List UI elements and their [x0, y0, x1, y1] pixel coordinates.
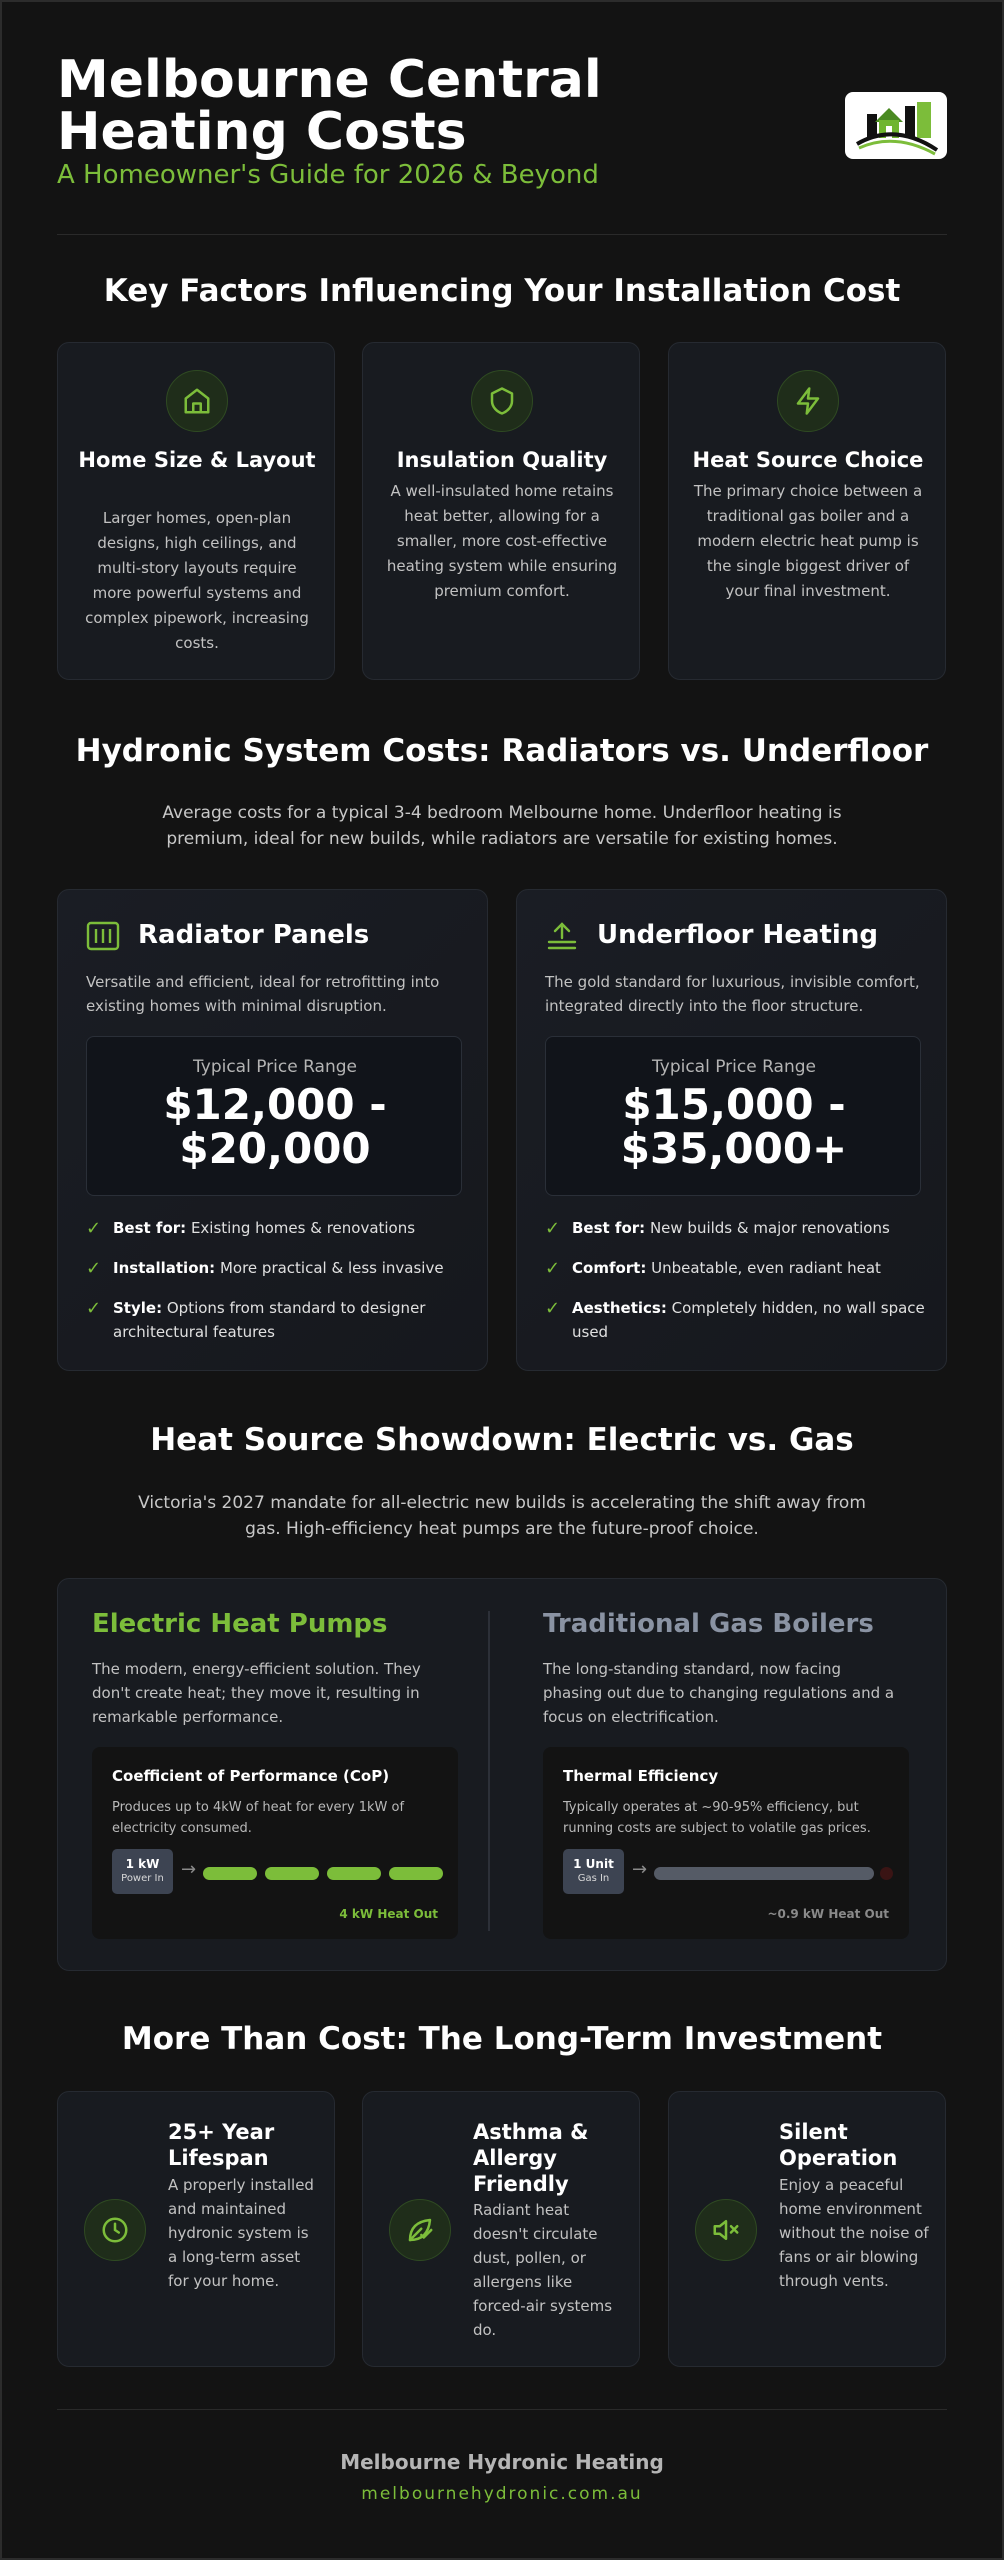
benefit-card-lifespan [57, 2091, 335, 2367]
clock-icon [84, 2199, 146, 2261]
benefit-text: Radiant heat doesn't circulate dust, pollen, or allergens like forced-air systems do. [473, 2201, 613, 2339]
factor-card-home-size [57, 342, 335, 680]
chip-label: Gas In [577, 1873, 610, 1884]
gas-in-chip [563, 1849, 624, 1894]
price-line: $35,000+ [620, 1124, 848, 1173]
benefit-title: Asthma & Allergy Friendly [473, 2120, 589, 2196]
price-box [545, 1036, 921, 1196]
column-divider [488, 1611, 490, 1931]
radiator-icon [86, 920, 120, 956]
factor-text: A well-insulated home retains heat better, allowing for a smaller, more cost-effective heating system while ensuring premium comfort. [386, 482, 618, 600]
showdown-heading: Heat Source Showdown: Electric vs. Gas [150, 1422, 854, 1458]
mute-speaker-icon [695, 2199, 757, 2261]
factor-card-insulation [362, 342, 640, 680]
benefit-title: 25+ Year Lifespan [168, 2120, 275, 2170]
price-label: Typical Price Range [652, 1057, 816, 1077]
bullet-text: Existing homes & renovations [190, 1219, 416, 1237]
page-subtitle: A Homeowner's Guide for 2026 & Beyond [57, 160, 599, 190]
factor-title: Insulation Quality [396, 448, 608, 472]
electric-description: The modern, energy-efficient solution. They don't create heat; they move it, resulting in remarkable performance. [92, 1660, 421, 1726]
arrow-right-icon: → [181, 1859, 197, 1880]
bullet-text: Completely hidden, no wall space used [572, 1299, 925, 1341]
benefit-text: A properly installed and maintained hydronic system is a long-term asset for your home. [168, 2176, 314, 2290]
bullet-text: More practical & less invasive [219, 1259, 444, 1277]
benefit-card-silent [668, 2091, 946, 2367]
check-icon: ✓ [545, 1218, 561, 1239]
check-icon: ✓ [545, 1258, 561, 1279]
arrow-right-icon: → [632, 1859, 648, 1880]
header-divider [57, 234, 947, 235]
benefit-card-allergy [362, 2091, 640, 2367]
factor-title: Heat Source Choice [692, 448, 924, 472]
bullet-text: Options from standard to designer architectural features [113, 1299, 426, 1341]
gas-output-bar [654, 1867, 874, 1880]
thermal-efficiency-box [543, 1747, 909, 1939]
heat-output-segment [389, 1867, 443, 1880]
price-line: $12,000 - [163, 1080, 387, 1129]
benefit-text: Enjoy a peaceful home environment without the noise of fans or air blowing through vents. [779, 2176, 929, 2290]
footer-company-name: Melbourne Hydronic Heating [340, 2450, 664, 2474]
price-range [87, 1080, 463, 1173]
factor-card-heat-source [668, 342, 946, 680]
factors-heading: Key Factors Influencing Your Installation Cost [103, 273, 901, 309]
check-icon: ✓ [86, 1218, 102, 1239]
bullet-label: Installation: [113, 1259, 216, 1277]
feature-bullet [545, 1216, 930, 1240]
factor-text: The primary choice between a traditional gas boiler and a modern electric heat pump is the single biggest driver of your final investment. [693, 482, 923, 600]
card-description: The gold standard for luxurious, invisible comfort, integrated directly into the floor structure. [545, 973, 920, 1015]
underfloor-heating-card [516, 889, 947, 1371]
heat-output-segment [203, 1867, 257, 1880]
feature-bullet [86, 1296, 471, 1344]
feature-bullet [545, 1256, 930, 1280]
shield-icon [471, 370, 533, 432]
card-title: Radiator Panels [138, 920, 370, 950]
power-in-chip [112, 1849, 173, 1894]
factor-text: Larger homes, open-plan designs, high ceilings, and multi-story layouts require more powerful systems and complex pipework, increasing costs. [85, 509, 309, 652]
check-icon: ✓ [545, 1298, 561, 1319]
leaf-icon [389, 2199, 451, 2261]
price-label: Typical Price Range [193, 1057, 357, 1077]
longterm-heading: More Than Cost: The Long-Term Investment [121, 2021, 883, 2057]
heat-out-label: 4 kW Heat Out [339, 1907, 438, 1921]
bullet-label: Aesthetics: [572, 1299, 667, 1317]
gas-title: Traditional Gas Boilers [543, 1609, 874, 1639]
heat-out-label: ~0.9 kW Heat Out [767, 1907, 889, 1921]
check-icon: ✓ [86, 1298, 102, 1319]
price-line: $20,000 [179, 1124, 371, 1173]
card-title: Underfloor Heating [597, 920, 878, 950]
bullet-label: Best for: [572, 1219, 646, 1237]
radiator-panels-card [57, 889, 488, 1371]
company-logo [845, 92, 947, 159]
page-title: Melbourne Central Heating Costs [57, 50, 602, 162]
showdown-card [57, 1578, 947, 1971]
check-icon: ✓ [86, 1258, 102, 1279]
bullet-label: Style: [113, 1299, 163, 1317]
efficiency-description: Typically operates at ~90-95% efficiency, but running costs are subject to volatile gas prices. [563, 1800, 871, 1836]
price-range [546, 1080, 922, 1173]
feature-bullet [86, 1216, 471, 1240]
hydronic-description: Average costs for a typical 3-4 bedroom Melbourne home. Underfloor heating is premium, ideal for new builds, while radiators are versatile for existing homes. [162, 803, 842, 849]
cop-description: Produces up to 4kW of heat for every 1kW of electricity consumed. [112, 1800, 405, 1836]
cop-title: Coefficient of Performance (CoP) [112, 1767, 390, 1785]
underfloor-heat-icon [545, 920, 579, 956]
bullet-text: Unbeatable, even radiant heat [651, 1259, 881, 1277]
heat-output-segment [327, 1867, 381, 1880]
lightning-icon [777, 370, 839, 432]
chip-label: Power In [121, 1873, 164, 1884]
bullet-label: Best for: [113, 1219, 187, 1237]
feature-bullet [545, 1296, 930, 1344]
price-box [86, 1036, 462, 1196]
gas-description: The long-standing standard, now facing phasing out due to changing regulations and a focus on electrification. [543, 1660, 895, 1726]
bullet-text: New builds & major renovations [649, 1219, 890, 1237]
card-description: Versatile and efficient, ideal for retrofitting into existing homes with minimal disruption. [86, 973, 440, 1015]
home-icon [166, 370, 228, 432]
price-line: $15,000 - [622, 1080, 846, 1129]
logo-house-icon [845, 92, 947, 159]
bullet-label: Comfort: [572, 1259, 647, 1277]
showdown-description: Victoria's 2027 mandate for all-electric new builds is accelerating the shift away from gas. High-efficiency heat pumps are the future-proof choice. [138, 1493, 866, 1539]
cop-box [92, 1747, 458, 1939]
chip-value: 1 Unit [573, 1857, 614, 1871]
hydronic-heading: Hydronic System Costs: Radiators vs. Underfloor [75, 733, 929, 769]
factor-title: Home Size & Layout [78, 448, 316, 472]
heat-output-segment [265, 1867, 319, 1880]
electric-title: Electric Heat Pumps [92, 1609, 388, 1639]
footer-divider [57, 2409, 947, 2410]
heat-loss-dot [880, 1867, 893, 1880]
chip-value: 1 kW [125, 1857, 160, 1871]
benefit-title: Silent Operation [779, 2120, 898, 2170]
footer-website-link[interactable]: melbournehydronic.com.au [361, 2484, 643, 2504]
feature-bullet [86, 1256, 471, 1280]
efficiency-title: Thermal Efficiency [563, 1767, 719, 1785]
